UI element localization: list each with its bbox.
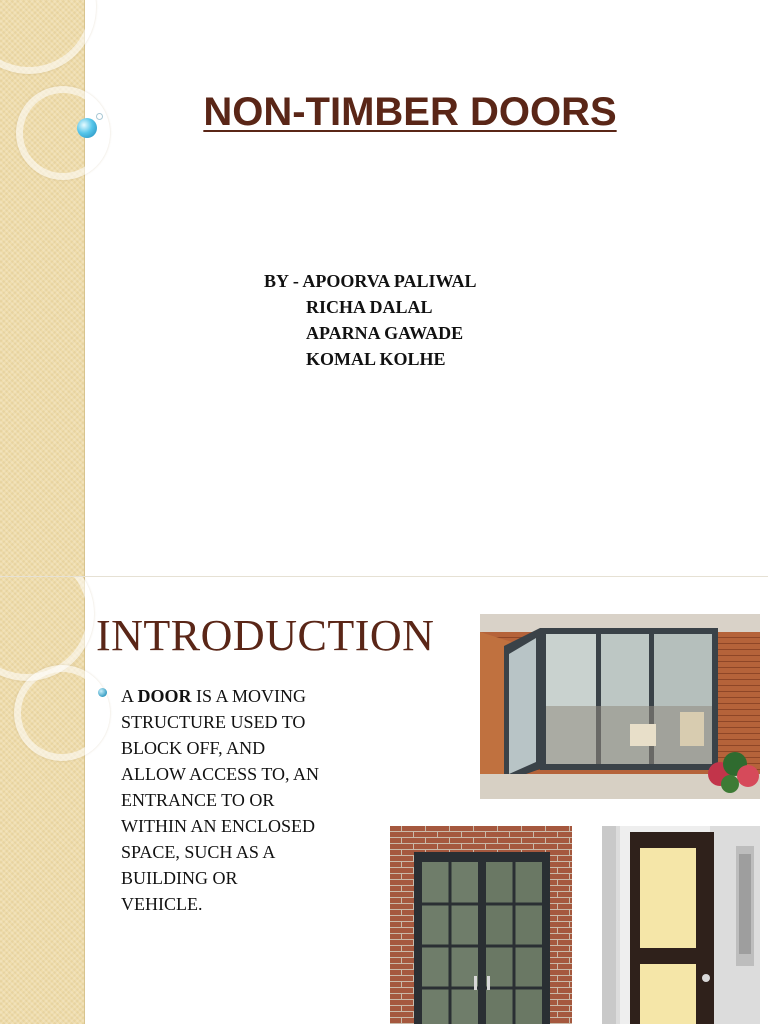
bullet-icon [98, 688, 107, 697]
decorative-side-band [0, 0, 85, 576]
slide-title: NON-TIMBER DOORS [203, 90, 617, 134]
author-list [264, 268, 477, 372]
panel-door-illustration [602, 826, 760, 1024]
panel-door-photo [602, 826, 760, 1024]
french-door-photo [390, 826, 572, 1024]
decorative-ring-icon [0, 577, 94, 681]
author-line: KOMAL KOLHE [306, 349, 446, 369]
decorative-ring-icon [0, 0, 96, 74]
author-line: BY - APOORVA PALIWAL [264, 271, 477, 291]
author-line: APARNA GAWADE [306, 323, 464, 343]
introduction-slide [0, 577, 768, 1024]
decorative-side-band [0, 577, 85, 1024]
definition-term: DOOR [137, 686, 192, 706]
author-line: RICHA DALAL [306, 297, 433, 317]
folding-glass-door-photo [480, 614, 760, 799]
definition-rest: IS A MOVING STRUCTURE USED TO BLOCK OFF, AND ALLOW ACCESS TO, AN ENTRANCE TO OR WITHIN AN ENCLOSED SPACE, SUCH AS A BUILDING OR VEHICLE. [121, 686, 320, 914]
section-heading: INTRODUCTION [96, 611, 435, 660]
definition-prefix: A [121, 686, 138, 706]
decorative-ring-icon [14, 665, 110, 761]
blue-orb-icon [77, 118, 97, 138]
folding-door-illustration [480, 614, 760, 799]
decorative-ring-icon [16, 86, 110, 180]
definition-text [121, 683, 321, 917]
french-door-illustration [390, 826, 572, 1024]
